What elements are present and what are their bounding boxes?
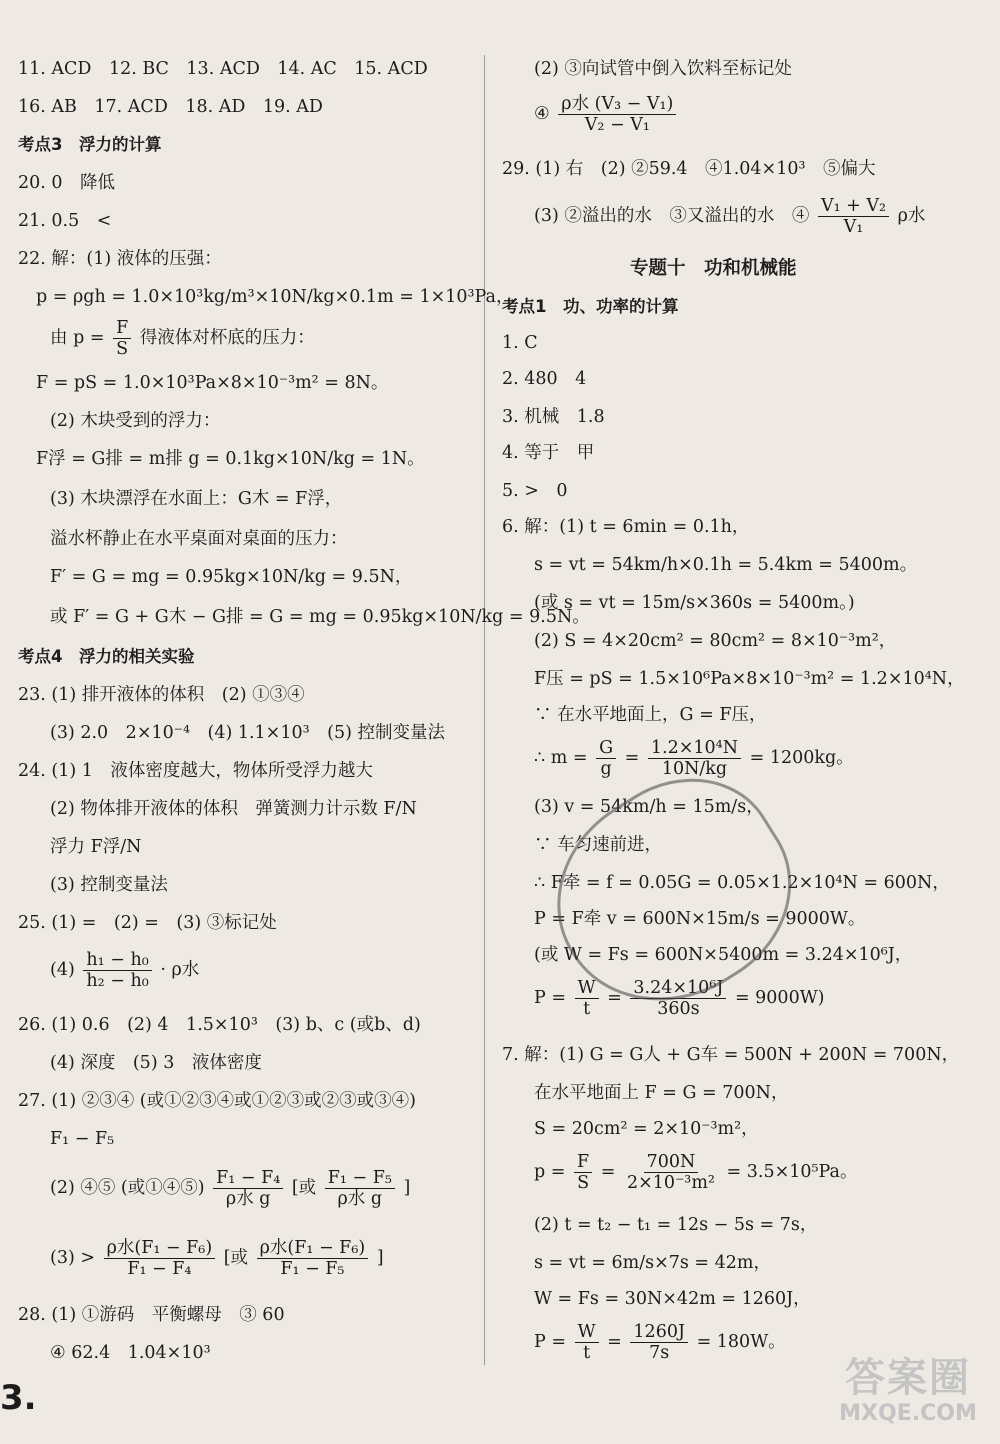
formula-line: ④ $\frac{\text{ρ水 (V₃ − V₁)}}{\text{V₂ − V₁}}$ [534,94,679,135]
answer-26: 26. (1) 0.6 (2) 4 1.5×10³ (3) b、c (或b、d) [18,1015,421,1035]
formula-line: F₁ − F₅ [50,1129,115,1149]
answer-line: ④ 62.4 1.04×10³ [50,1343,211,1363]
section-heading-4: 考点4 浮力的相关实验 [18,647,195,666]
formula-line: (4) $\frac{\text{h₁ − h₀}}{\text{h₂ − h₀}}$ · ρ水 [50,950,200,992]
formula-line: 在水平地面上 F = G = 700N， [534,1083,789,1103]
answer-23: 23. (1) 排开液体的体积 (2) ①③④ [18,685,305,705]
answer-line-16-19: 16. AB 17. ACD 18. AD 19. AD [18,97,323,117]
formula-line: 或 F′ = G + G木 − G排 = G = mg = 0.95kg×10N/kg = 9.5N。 [50,607,590,627]
formula-line: F = pS = 1.0×10³Pa×8×10⁻³m² = 8N。 [36,373,389,393]
answer-2: 2. 480 4 [502,369,587,389]
formula-line: F浮 = G排 = m排 g = 0.1kg×10N/kg = 1N。 [36,449,425,469]
fraction: $\frac{\text{3.24×10⁶J}}{360s}$ [630,978,726,1019]
answer-line: (4) 深度 (5) 3 液体密度 [50,1053,262,1073]
fraction: $\frac{\text{h₁ − h₀}}{\text{h₂ − h₀}}$ [83,950,151,991]
fraction: $\frac{\text{V₁ + V₂}}{\text{V₁}}$ [818,196,889,237]
answer-27: 27. (1) ②③④ (或①②③④或①②③或②③或③④) [18,1091,416,1111]
answer-line: 溢水杯静止在水平桌面对桌面的压力： [50,529,348,549]
fraction: $\frac{\text{ρ水(F₁ − F₆)}}{\text{F₁ − F₄}}$ [104,1238,216,1279]
watermark-url: MXQE.COM [839,1401,977,1426]
answer-7: 7. 解：(1) G = G人 + G车 = 500N + 200N = 700N， [502,1045,960,1065]
formula-line: P = $\frac{W}{t}$ = $\frac{1260J}{7s}$ = 180W。 [534,1322,786,1364]
fraction: $\frac{700N}{\text{2×10⁻³m²}}$ [627,1152,715,1194]
answer-22: 22. 解：(1) 液体的压强： [18,249,222,269]
answer-21: 21. 0.5 < [18,211,112,231]
fraction: $\frac{\text{ρ水(F₁ − F₆)}}{\text{F₁ − F₅}}$ [257,1238,369,1279]
formula-line: F′ = G = mg = 0.95kg×10N/kg = 9.5N， [50,567,413,587]
formula-line: F压 = pS = 1.5×10⁶Pa×8×10⁻³m² = 1.2×10⁴N， [534,669,965,689]
fraction: $\frac{\text{F₁ − F₅}}{\text{ρ水 g}}$ [325,1168,395,1209]
formula-line: (3) > $\frac{\text{ρ水(F₁ − F₆)}}{\text{F₁ − F₄}}$ [或 $\frac{\text{ρ水(F₁ − F₆)}}{\text{F₁ − F₅}}$ ] [50,1238,384,1280]
fraction: $\frac{G}{g}$ [596,738,616,779]
fraction: $\frac{\text{F₁ − F₄}}{\text{ρ水 g}}$ [213,1168,283,1209]
watermark-logo [822,1355,994,1435]
fraction: $\frac{W}{t}$ [575,978,599,1019]
formula-line: ∴ F牵 = f = 0.05G = 0.05×1.2×10⁴N = 600N， [534,873,950,893]
answer-line: (3) 2.0 2×10⁻⁴ (4) 1.1×10³ (5) 控制变量法 [50,723,445,743]
formula-line: s = vt = 6m/s×7s = 42m， [534,1253,772,1273]
answer-3: 3. 机械 1.8 [502,407,605,427]
formula-line: (3) ②溢出的水 ③又溢出的水 ④ $\frac{\text{V₁ + V₂}}{\text{V₁}}$ ρ水 [534,196,926,238]
answer-24: 24. (1) 1 液体密度越大，物体所受浮力越大 [18,761,373,781]
fraction: $\frac{W}{t}$ [575,1322,599,1363]
formula-line: W = Fs = 30N×42m = 1260J， [534,1289,811,1309]
answer-5: 5. > 0 [502,481,568,501]
fraction: $\frac{F}{S}$ [574,1152,592,1193]
answer-line: (2) 木块受到的浮力： [50,411,221,431]
fraction: $\frac{\text{1.2×10⁴N}}{10N/kg}$ [648,738,741,779]
formula-line: (或 W = Fs = 600N×5400m = 3.24×10⁶J， [534,945,913,965]
answer-1: 1. C [502,333,538,353]
formula-line: ∵ 在水平地面上，G = F压， [534,705,767,725]
formula-line: (3) v = 54km/h = 15m/s， [534,797,764,817]
formula-line: (2) S = 4×20cm² = 80cm² = 8×10⁻³m²， [534,631,897,651]
formula-line: p = ρgh = 1.0×10³kg/m³×10N/kg×0.1m = 1×10³Pa， [36,287,514,307]
answer-line: 浮力 F浮/N [50,837,142,857]
formula-line: (或 s = vt = 15m/s×360s = 5400m。) [534,593,855,613]
answer-20: 20. 0 降低 [18,173,116,193]
answer-line-11-15: 11. ACD 12. BC 13. ACD 14. AC 15. ACD [18,59,428,79]
section-heading-3: 考点3 浮力的计算 [18,135,162,154]
answer-line: (3) 木块漂浮在水面上：G木 = F浮， [50,489,343,509]
formula-line: (2) t = t₂ − t₁ = 12s − 5s = 7s， [534,1215,818,1235]
formula-line: ∴ m = $\frac{G}{g}$ = $\frac{\text{1.2×10⁴N}}{10N/kg}$ = 1200kg。 [534,738,854,780]
chapter-title: 专题十 功和机械能 [630,258,797,279]
answer-28: 28. (1) ①游码 平衡螺母 ③ 60 [18,1305,285,1325]
fraction: $\frac{\text{ρ水 (V₃ − V₁)}}{\text{V₂ − V₁}}$ [558,94,676,135]
formula-line: 由 p = $\frac{F}{S}$ 得液体对杯底的压力： [50,318,315,360]
answer-line: (2) ③向试管中倒入饮料至标记处 [534,59,792,79]
fraction: $\frac{1260J}{7s}$ [630,1322,688,1363]
formula-line: S = 20cm² = 2×10⁻³m²， [534,1119,759,1139]
answer-line: (2) 物体排开液体的体积 弹簧测力计示数 F/N [50,799,417,819]
answer-25: 25. (1) = (2) = (3) ③标记处 [18,913,277,933]
formula-line: (2) ④⑤ (或①④⑤) $\frac{\text{F₁ − F₄}}{\text{ρ水 g}}$ [或 $\frac{\text{F₁ − F₅}}{\text{ρ水 g}}$ ] [50,1168,411,1210]
fraction: $\frac{F}{S}$ [113,318,131,359]
formula-line: p = $\frac{F}{S}$ = $\frac{700N}{\text{2×10⁻³m²}}$ = 3.5×10⁵Pa。 [534,1152,858,1194]
answer-6: 6. 解：(1) t = 6min = 0.1h， [502,517,750,537]
answer-4: 4. 等于 甲 [502,443,595,463]
answer-29: 29. (1) 右 (2) ②59.4 ④1.04×10³ ⑤偏大 [502,159,876,179]
formula-line: s = vt = 54km/h×0.1h = 5.4km = 5400m。 [534,555,918,575]
formula-line: P = $\frac{W}{t}$ = $\frac{\text{3.24×10⁶J}}{360s}$ = 9000W) [534,978,825,1020]
watermark-text: 答案圈 [845,1355,971,1401]
page-number: 3. [0,1378,37,1418]
formula-line: P = F牵 v = 600N×15m/s = 9000W。 [534,909,866,929]
answer-line: (3) 控制变量法 [50,875,168,895]
formula-line: ∵ 车匀速前进， [534,835,663,855]
section-heading-1: 考点1 功、功率的计算 [502,297,679,316]
column-divider [484,55,485,1365]
